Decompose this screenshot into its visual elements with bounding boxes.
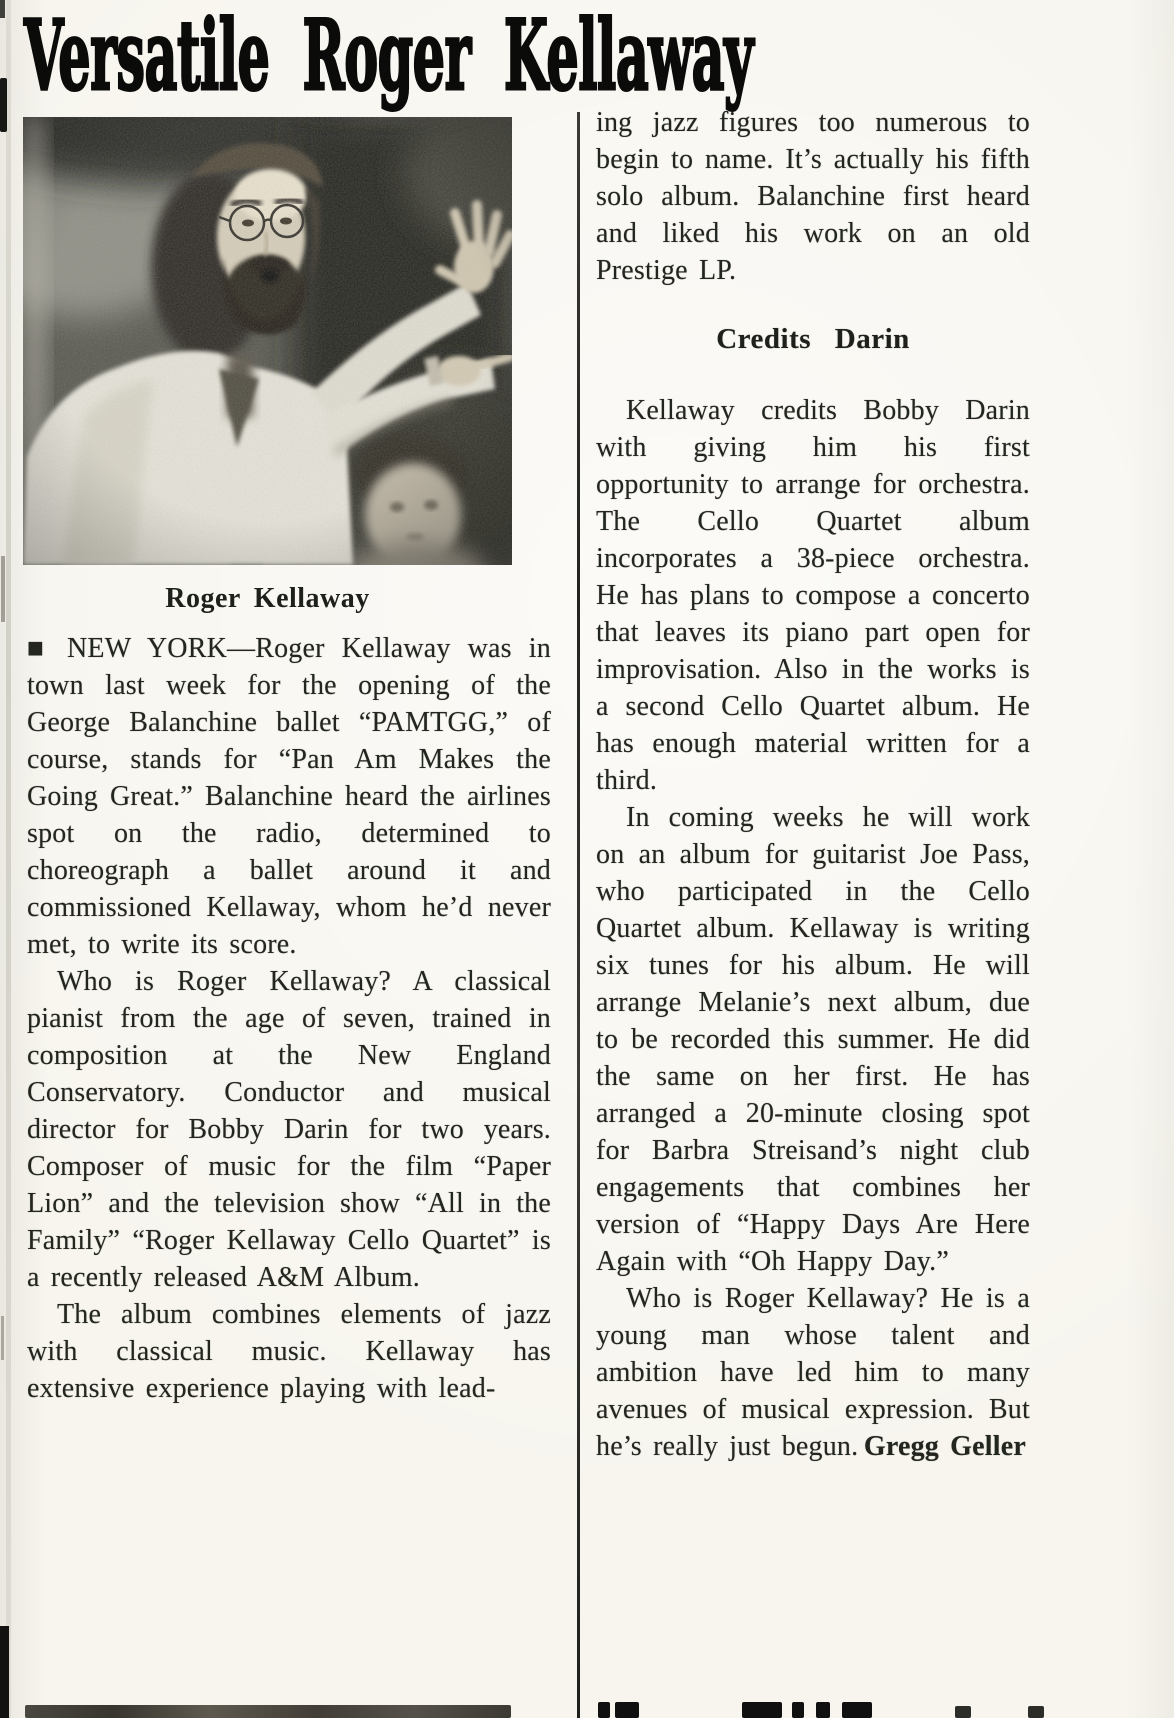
- paragraph: Who is Roger Kellaway? He is a young man whose talent and ambition have led him to many avenues of musical expression. But he’s really just begun.: [596, 1283, 1030, 1462]
- article-headline-text: Versatile Roger Kellaway: [24, 0, 754, 112]
- cutoff-headline-fragment: [598, 1702, 610, 1718]
- paragraph: Kellaway credits Bobby Darin with giving him his first opportunity to arrange for orchestra. The Cello Quartet album incorporates a 38-piece orchestra. He has plans to compose a concerto that leaves its piano part open for improvisation. Also in the works is a second Cello Quartet album. He has enough material written for a third.: [596, 395, 1030, 796]
- byline: Gregg Geller: [863, 1431, 1026, 1462]
- cutoff-headline-fragment: [816, 1702, 830, 1718]
- paragraph: Who is Roger Kellaway? A classical pianist from the age of seven, trained in composition at the New England Conservatory. Conductor and musical director for Bobby Darin for two years. Composer of music for the film “Paper Lion” and the television show “All in the Family” “Roger Kellaway Cello Quartet” is a recently released A&M Album.: [27, 966, 551, 1293]
- cutoff-headline-fragment: [955, 1706, 971, 1718]
- cutoff-content-strip: [25, 1705, 511, 1718]
- photo-roger-kellaway-conducting: [23, 117, 512, 565]
- scan-gutter-line: [6, 0, 11, 1718]
- scan-edge-mark: [0, 78, 7, 132]
- column-divider: [577, 112, 580, 1718]
- cutoff-headline-fragment: [615, 1702, 639, 1718]
- scan-edge-mark: [1, 1316, 4, 1360]
- paragraph: The album combines elements of jazz with classical music. Kellaway has extensive experience playing with lead-: [27, 1299, 551, 1404]
- article-headline: [24, 0, 1174, 112]
- left-column: [27, 630, 551, 1407]
- photo-caption: Roger Kellaway: [165, 583, 370, 614]
- paragraph-lede: ■ NEW YORK—Roger Kellaway was in town last week for the opening of the George Balanchine ballet “PAMTGG,” of course, stands for “Pan Am Makes the Going Great.” Balanchine heard the airlines spot on the radio, determined to choreograph a ballet around it and commissioned Kellaway, whom he’d never met, to write its score.: [27, 633, 551, 960]
- scan-edge-mark: [0, 1626, 9, 1718]
- paragraph-continuation: ing jazz figures too numerous to begin to name. It’s actually his fifth solo album. Balanchine first heard and liked his work on an old Prestige LP.: [596, 107, 1030, 286]
- scan-edge-mark: [0, 0, 5, 18]
- paragraph: In coming weeks he will work on an album for guitarist Joe Pass, who participated in the Cello Quartet album. Kellaway is writing six tunes for his album. He will arrange Melanie’s next album, due to be recorded this summer. He did the same on her first. He has arranged a 20-minute closing spot for Barbra Streisand’s night club engagements that combines her version of “Happy Days Are Here Again with “Oh Happy Day.”: [596, 802, 1030, 1277]
- scan-edge-mark: [1, 556, 5, 622]
- right-column: [596, 104, 1030, 1465]
- cutoff-headline-fragment: [842, 1702, 872, 1718]
- cutoff-headline-fragment: [792, 1702, 804, 1718]
- cutoff-headline-fragment: [1028, 1706, 1044, 1718]
- photo-image: [23, 117, 512, 565]
- section-heading: Credits Darin: [716, 323, 910, 355]
- cutoff-headline-fragment: [742, 1702, 782, 1718]
